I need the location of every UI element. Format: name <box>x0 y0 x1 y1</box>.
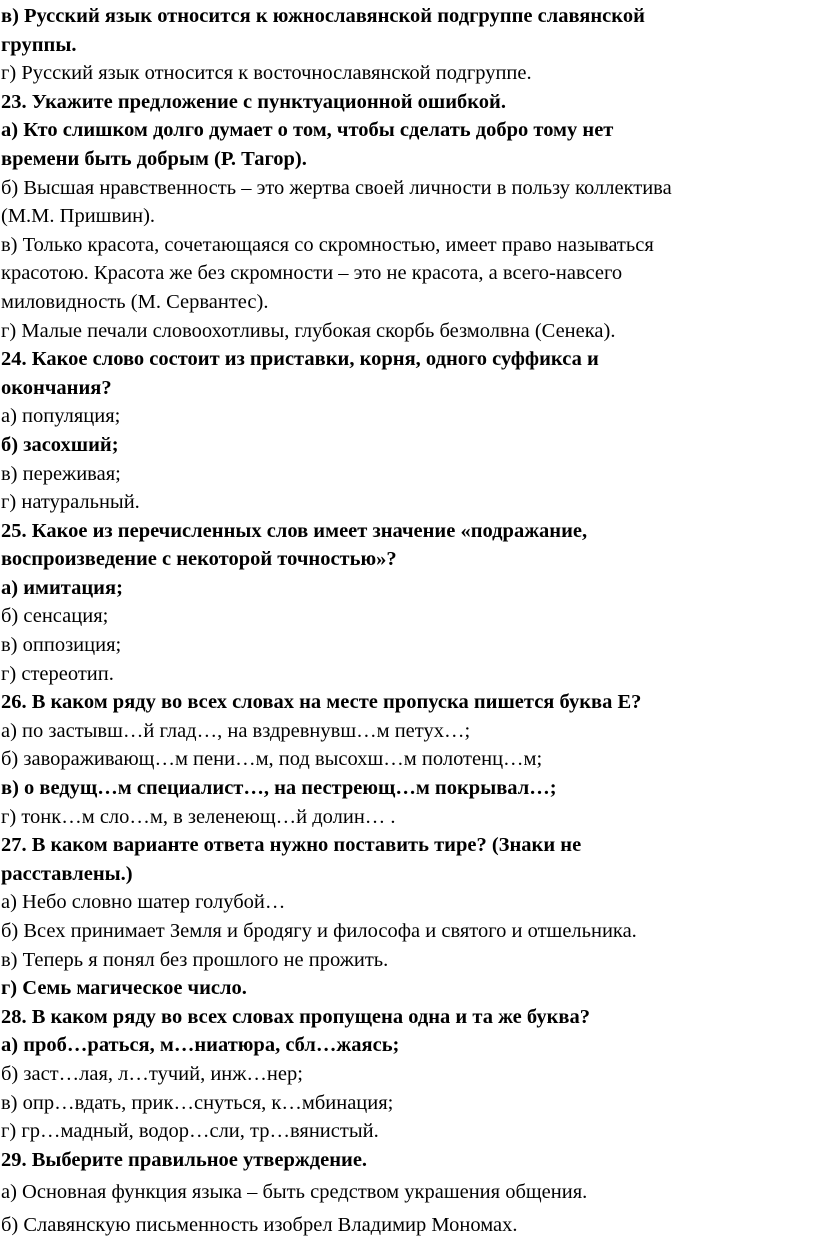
text-line: г) тонк…м сло…м, в зеленеющ…й долин… . <box>1 805 396 828</box>
text-line: г) Малые печали словоохотливы, глубокая скорбь безмолвна (Сенека). <box>1 319 616 342</box>
text-line: б) Высшая нравственность – это жертва своей личности в пользу коллектива <box>1 176 672 199</box>
text-line: а) по застывш…й глад…, на вздревнувш…м петух…; <box>1 719 471 742</box>
text-line: г) Русский язык относится к восточнославянской подгруппе. <box>1 62 532 85</box>
text-line: окончания? <box>1 376 112 399</box>
text-line: воспроизведение с некоторой точностью»? <box>1 548 397 571</box>
question-heading: 25. Какое из перечисленных слов имеет значение «подражание, <box>1 519 588 542</box>
text-line: а) Небо словно шатер голубой… <box>1 891 286 914</box>
text-line: г) натуральный. <box>1 491 140 514</box>
question-heading: 26. В каком ряду во всех словах на месте пропуска пишется буква Е? <box>1 691 642 714</box>
question-heading: 29. Выберите правильное утверждение. <box>1 1148 368 1171</box>
text-line: б) заст…лая, л…тучий, инж…нер; <box>1 1062 303 1085</box>
text-line: в) о ведущ…м специалист…, на пестреющ…м покрывал…; <box>1 777 557 800</box>
text-line: (М.М. Пришвин). <box>1 205 156 228</box>
text-line: в) переживая; <box>1 462 121 485</box>
text-line: в) оппозиция; <box>1 634 122 657</box>
question-heading: 24. Какое слово состоит из приставки, корня, одного суффикса и <box>1 348 599 371</box>
text-line: г) гр…мадный, водор…сли, тр…вянистый. <box>1 1120 379 1143</box>
question-heading: 28. В каком ряду во всех словах пропущена одна и та же буква? <box>1 1005 590 1028</box>
text-line: а) Основная функция языка – быть средством украшения общения. <box>1 1181 588 1204</box>
text-line: группы. <box>1 33 77 56</box>
text-line: б) Всех принимает Земля и бродягу и философа и святого и отшельника. <box>1 920 637 942</box>
text-line: а) имитация; <box>1 576 123 599</box>
text-line: красотою. Красота же без скромности – это не красота, а всего-навсего <box>1 262 623 285</box>
text-line: расставлены.) <box>1 862 133 885</box>
text-line: в) Русский язык относится к южнославянской подгруппе славянской <box>1 5 645 27</box>
text-line: г) стереотип. <box>1 662 114 685</box>
text-line: а) проб…раться, м…ниатюра, сбл…жаясь; <box>1 1034 400 1057</box>
text-line: а) Кто слишком долго думает о том, чтобы сделать добро тому нет <box>1 119 614 142</box>
text-line: б) засохший; <box>1 433 119 456</box>
text-line: б) завораживающ…м пени…м, под высохш…м полотенц…м; <box>1 748 543 771</box>
text-line: в) Теперь я понял без прошлого не прожить. <box>1 948 389 971</box>
text-line: б) Славянскую письменность изобрел Владимир Мономах. <box>1 1213 518 1236</box>
text-line: в) опр…вдать, прик…снуться, к…мбинация; <box>1 1091 394 1114</box>
question-heading: 27. В каком варианте ответа нужно поставить тире? (Знаки не <box>1 834 582 857</box>
text-line: времени быть добрым (Р. Тагор). <box>1 147 307 170</box>
text-line: в) Только красота, сочетающаяся со скромностью, имеет право называться <box>1 233 654 256</box>
text-line: г) Семь магическое число. <box>1 977 247 1000</box>
text-line: б) сенсация; <box>1 605 109 628</box>
text-line: миловидность (М. Сервантес). <box>1 290 269 313</box>
question-heading: 23. Укажите предложение с пунктуационной ошибкой. <box>1 90 506 113</box>
text-line: а) популяция; <box>1 405 121 428</box>
